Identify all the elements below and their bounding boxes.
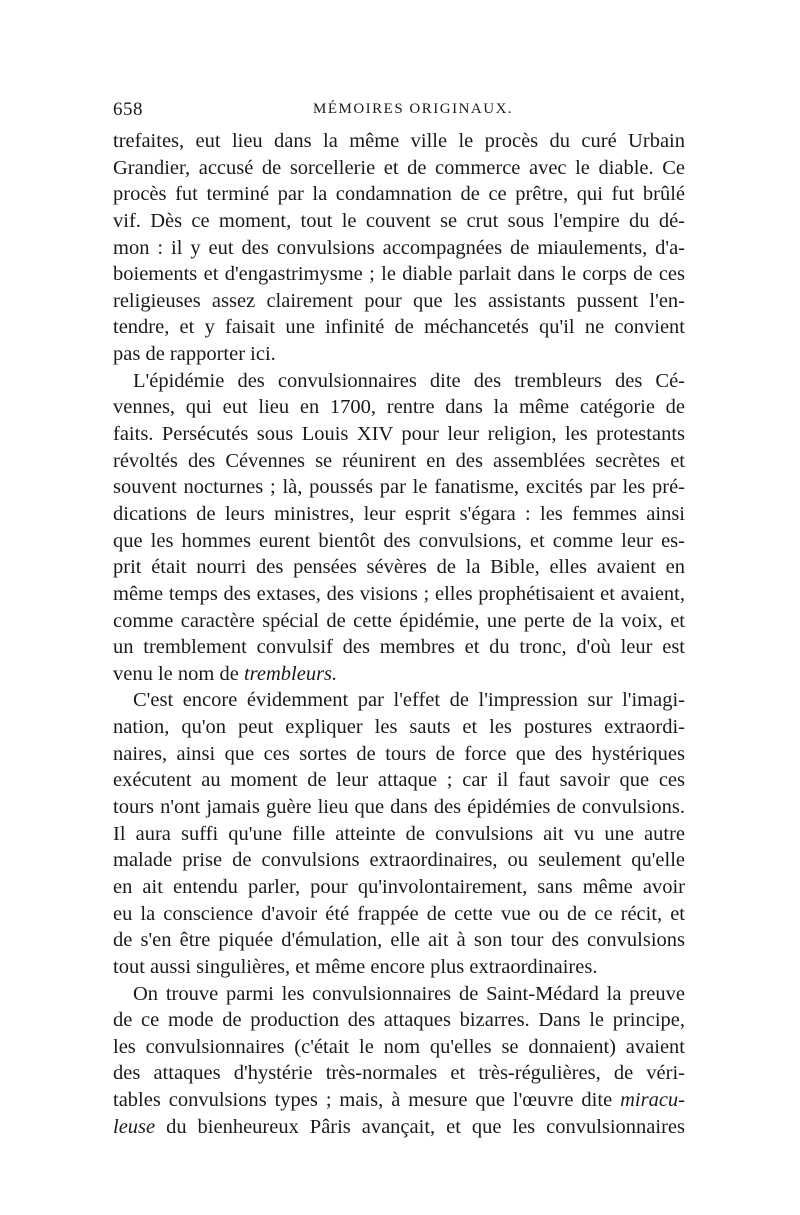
italic-term: leuse (113, 1115, 156, 1138)
text-line: en ait entendu parler, pour qu'involontairement, sans même avoir (113, 875, 685, 898)
text-line: tendre, et y faisait une infinité de méchancetés qu'il ne convient (113, 316, 685, 339)
text-line: religieuses assez clairement pour que les assistants pussent l'en- (113, 289, 685, 312)
text-line: nation, qu'on peut expliquer les sauts et les postures extraordi- (113, 716, 685, 739)
text-line: comme caractère spécial de cette épidémie, une perte de la voix, et (113, 609, 685, 632)
text-line: Grandier, accusé de sorcellerie et de commerce avec le diable. Ce (113, 156, 685, 179)
text-line: exécutent au moment de leur attaque ; car il faut savoir que ces (113, 769, 685, 792)
text-line: des attaques d'hystérie très-normales et très-régulières, de véri- (113, 1062, 685, 1085)
text-line: même temps des extases, des visions ; elles prophétisaient et avaient, (113, 582, 685, 605)
text-line: naires, ainsi que ces sortes de tours de force que des hystériques (113, 742, 685, 765)
text-line: trefaites, eut lieu dans la même ville le procès du curé Urbain (113, 130, 685, 152)
text-line: malade prise de convulsions extraordinaires, ou seulement qu'elle (113, 849, 685, 872)
text-line: que les hommes eurent bientôt des convulsions, et comme leur es- (113, 529, 685, 552)
text-line: de ce mode de production des attaques bizarres. Dans le principe, (113, 1009, 685, 1032)
running-title: MÉMOIRES ORIGINAUX. (313, 101, 514, 117)
text-line: Il aura suffi qu'une fille atteinte de convulsions ait vu une autre (113, 822, 685, 845)
text-line-with-italic (113, 661, 685, 688)
text-fragment: venu le nom de (113, 662, 244, 685)
text-line: révoltés des Cévennes se réunirent en des assemblées secrètes et (113, 449, 685, 472)
text-line: mon : il y eut des convulsions accompagnées de miaulements, d'a- (113, 236, 685, 259)
text-line: de s'en être piquée d'émulation, elle ait à son tour des convulsions (113, 929, 685, 952)
italic-term: trembleurs. (243, 662, 338, 685)
text-line: prit était nourri des pensées sévères de la Bible, elles avaient en (113, 556, 685, 579)
text-line: vennes, qui eut lieu en 1700, rentre dans la même catégorie de (113, 396, 685, 419)
text-line: un tremblement convulsif des membres et du tronc, d'où leur est (113, 636, 685, 659)
text-fragment: du bienheureux Pâris avançait, et que les convulsionnaires (166, 1115, 686, 1138)
text-line: boiements et d'engastrimysme ; le diable parlait dans le corps de ces (113, 263, 685, 286)
body-text (113, 128, 685, 1140)
text-line: L'épidémie des convulsionnaires dite des trembleurs des Cé- (133, 369, 685, 392)
text-fragment: tables convulsions types ; mais, à mesure que l'œuvre dite (113, 1089, 621, 1112)
text-line: C'est encore évidemment par l'effet de l'impression sur l'imagi- (133, 689, 685, 712)
text-line: les convulsionnaires (c'était le nom qu'elles se donnaient) avaient (113, 1035, 685, 1058)
italic-term: miracu- (620, 1089, 685, 1112)
text-line: On trouve parmi les convulsionnaires de Saint-Médard la preuve (133, 982, 685, 1005)
text-line: procès fut terminé par la condamnation de ce prêtre, qui fut brûlé (113, 183, 685, 206)
text-line: souvent nocturnes ; là, poussés par le fanatisme, excités par les pré- (113, 476, 685, 499)
text-line: tout aussi singulières, et même encore plus extraordinaires. (113, 955, 598, 978)
text-line: tours n'ont jamais guère lieu que dans des épidémies de convulsions. (113, 796, 685, 819)
text-line: vif. Dès ce moment, tout le couvent se crut sous l'empire du dé- (113, 209, 685, 232)
text-line-with-italic (113, 1114, 685, 1141)
page-header (113, 99, 685, 123)
text-line-with-italic (113, 1087, 685, 1114)
text-line: pas de rapporter ici. (113, 343, 276, 366)
page-number: 658 (113, 99, 143, 120)
text-line: dications de leurs ministres, leur esprit s'égara : les femmes ainsi (113, 502, 685, 525)
text-line: eu la conscience d'avoir été frappée de cette vue ou de ce récit, et (113, 902, 685, 925)
text-line: faits. Persécutés sous Louis XIV pour leur religion, les protestants (113, 423, 685, 446)
